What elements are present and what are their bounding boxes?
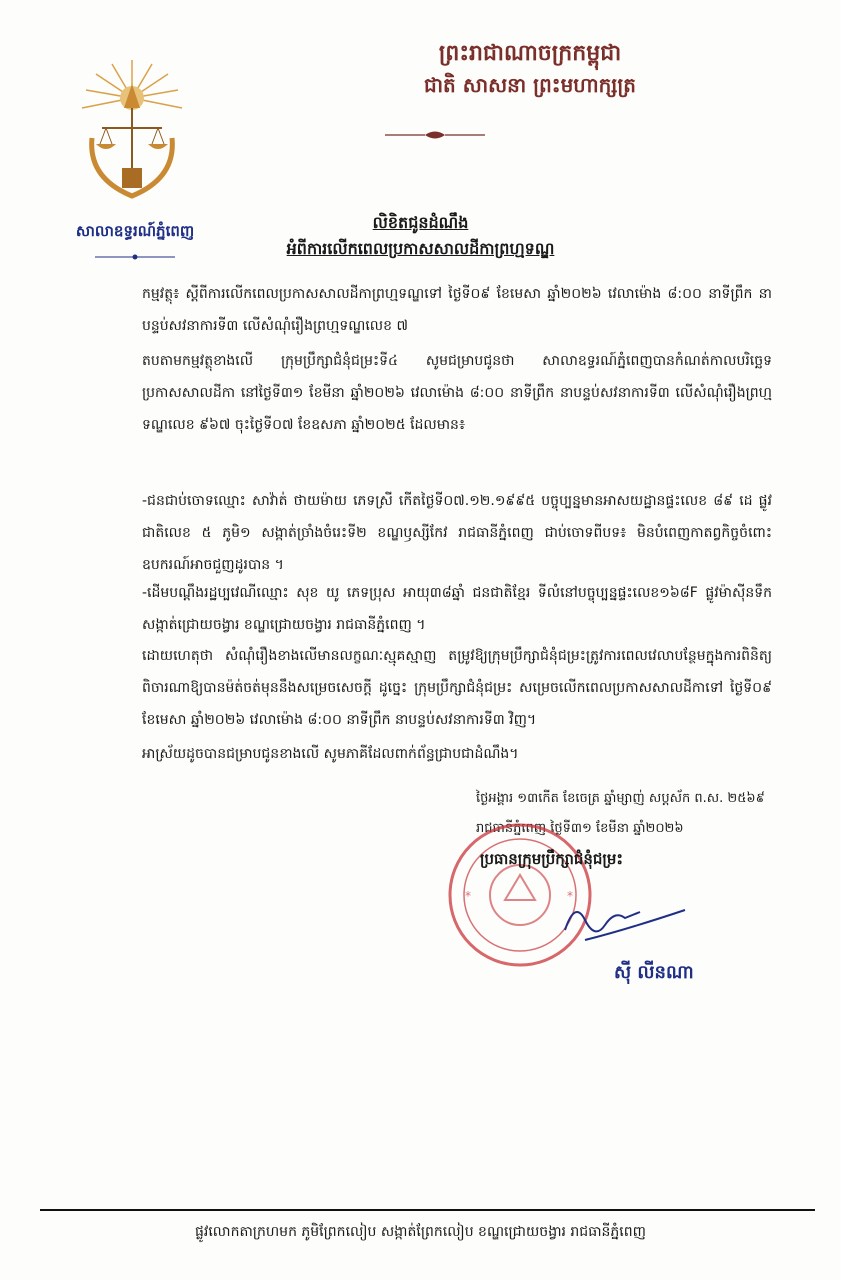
- national-motto: ជាតិ សាសនា ព្រះមហាក្សត្រ: [424, 73, 636, 97]
- svg-text:*: *: [567, 889, 573, 903]
- signer-position: ប្រធានក្រុមប្រឹក្សាជំនុំជម្រះ: [480, 850, 623, 868]
- signature-icon: [545, 890, 695, 950]
- footer-address: ផ្លូវលោកតាក្រហមក ភូមិព្រែកលៀប សង្កាត់ព្រែកលៀប ខណ្ឌជ្រោយចង្វារ រាជធានីភ្នំពេញ: [195, 1224, 646, 1240]
- court-emblem-icon: [78, 58, 186, 208]
- kingdom-name: ព្រះរាជាណាចក្រកម្ពុជា: [438, 40, 622, 66]
- body-paragraph-1: តបតាមកម្មវត្ថុខាងលើ ក្រុមប្រឹក្សាជំនុំជម្រះទី៤ សូមជម្រាបជូនថា សាលាឧទ្ធរណ៍ភ្នំពេញបានកំណត់កាលបរិច្ឆេទប្រកាសសាលដីកា នៅថ្ងៃទី៣១ ខែមីនា ឆ្នាំ២០២៦ វេលាម៉ោង ៨:០០ នាទីព្រឹក នាបន្ទប់សវនាការទី៣ លើសំណុំរឿងព្រហ្មទណ្ឌលេខ ៩៦៧ ចុះថ្ងៃទី០៧ ខែឧសភា ឆ្នាំ២០២៥ ដែលមាន៖: [142, 353, 772, 433]
- court-name: សាលាឧទ្ធរណ៍ភ្នំពេញ: [75, 222, 195, 240]
- closing-paragraph: អាស្រ័យដូចបានជម្រាបជូនខាងលើ សូមភាគីដែលពាក់ព័ន្ធជ្រាបជាដំណឹង។: [142, 746, 519, 762]
- document-title: លិខិតជូនដំណឹង: [372, 213, 469, 232]
- accused-paragraph: -ជនជាប់ចោទឈ្មោះ សាវ៉ាត់ ថាយម៉ាយ ភេទស្រី កើតថ្ងៃទី០៧.១២.១៩៩៥ បច្ចុប្បន្នមានអាសយដ្ឋានផ្ទះលេខ ៨៩ ដេ ផ្លូវជាតិលេខ ៥ ភូមិ១ សង្កាត់ច្រាំងចំរេះទី២ ខណ្ឌឫស្សីកែវ រាជធានីភ្នំពេញ ជាប់ចោទពីបទ៖ មិនបំពេញកាតព្វកិច្ចចំពោះឧបករណ៍អាចជួញដូរបាន ។: [142, 493, 772, 573]
- subject-paragraph: កម្មវត្ថុ៖ ស្ដីពីការលើកពេលប្រកាសសាលដីកាព្រហ្មទណ្ឌទៅ ថ្ងៃទី០៩ ខែមេសា ឆ្នាំ២០២៦ វេលាម៉ោង ៨:០០ នាទីព្រឹក នាបន្ទប់សវនាការទី៣ លើសំណុំរឿងព្រហ្មទណ្ឌលេខ ៧: [142, 286, 772, 334]
- body-paragraph-4: ដោយហេតុថា សំណុំរឿងខាងលើមានលក្ខណៈស្មុគស្មាញ តម្រូវឱ្យក្រុមប្រឹក្សាជំនុំជម្រះត្រូវការពេលវេលាបន្ថែមក្នុងការពិនិត្យពិចារណាឱ្យបានម៉ត់ចត់មុននឹងសម្រេចសេចក្ដី ដូច្នេះ ក្រុមប្រឹក្សាជំនុំជម្រះ សម្រេចលើកពេលប្រកាសសាលដីកាទៅ ថ្ងៃទី០៩ ខែមេសា ឆ្នាំ២០២៦ វេលាម៉ោង ៨:០០ នាទីព្រឹក នាបន្ទប់សវនាការទី៣ វិញ។: [142, 648, 772, 728]
- signer-name: ស៊ី លីនណា: [614, 962, 694, 983]
- lunar-date: ថ្ងៃអង្គារ ១៣កើត ខែចេត្រ ឆ្នាំម្សាញ់ សប្តស័ក ព.ស. ២៥៦៩: [476, 791, 765, 806]
- civil-party-paragraph: -ដើមបណ្ដឹងរដ្ឋប្បវេណីឈ្មោះ សុខ យូ ភេទប្រុស អាយុ៣៨ឆ្នាំ ជនជាតិខ្មែរ ទីលំនៅបច្ចុប្បន្នផ្ទះលេខ១៦៨F ផ្លូវម៉ាស៊ីនទឹក សង្កាត់ជ្រោយចង្វារ ខណ្ឌជ្រោយចង្វារ រាជធានីភ្នំពេញ ។: [142, 585, 772, 633]
- footer-divider: [40, 1209, 815, 1211]
- letterhead: [300, 36, 760, 100]
- svg-text:*: *: [465, 889, 471, 903]
- date-place: រាជធានីភ្នំពេញ ថ្ងៃទី៣១ ខែមីនា ឆ្នាំ២០២៦: [476, 821, 684, 836]
- ornament-divider: [385, 128, 485, 142]
- document-subtitle: អំពីការលើកពេលប្រកាសសាលដីកាព្រហ្មទណ្ឌ: [286, 239, 555, 258]
